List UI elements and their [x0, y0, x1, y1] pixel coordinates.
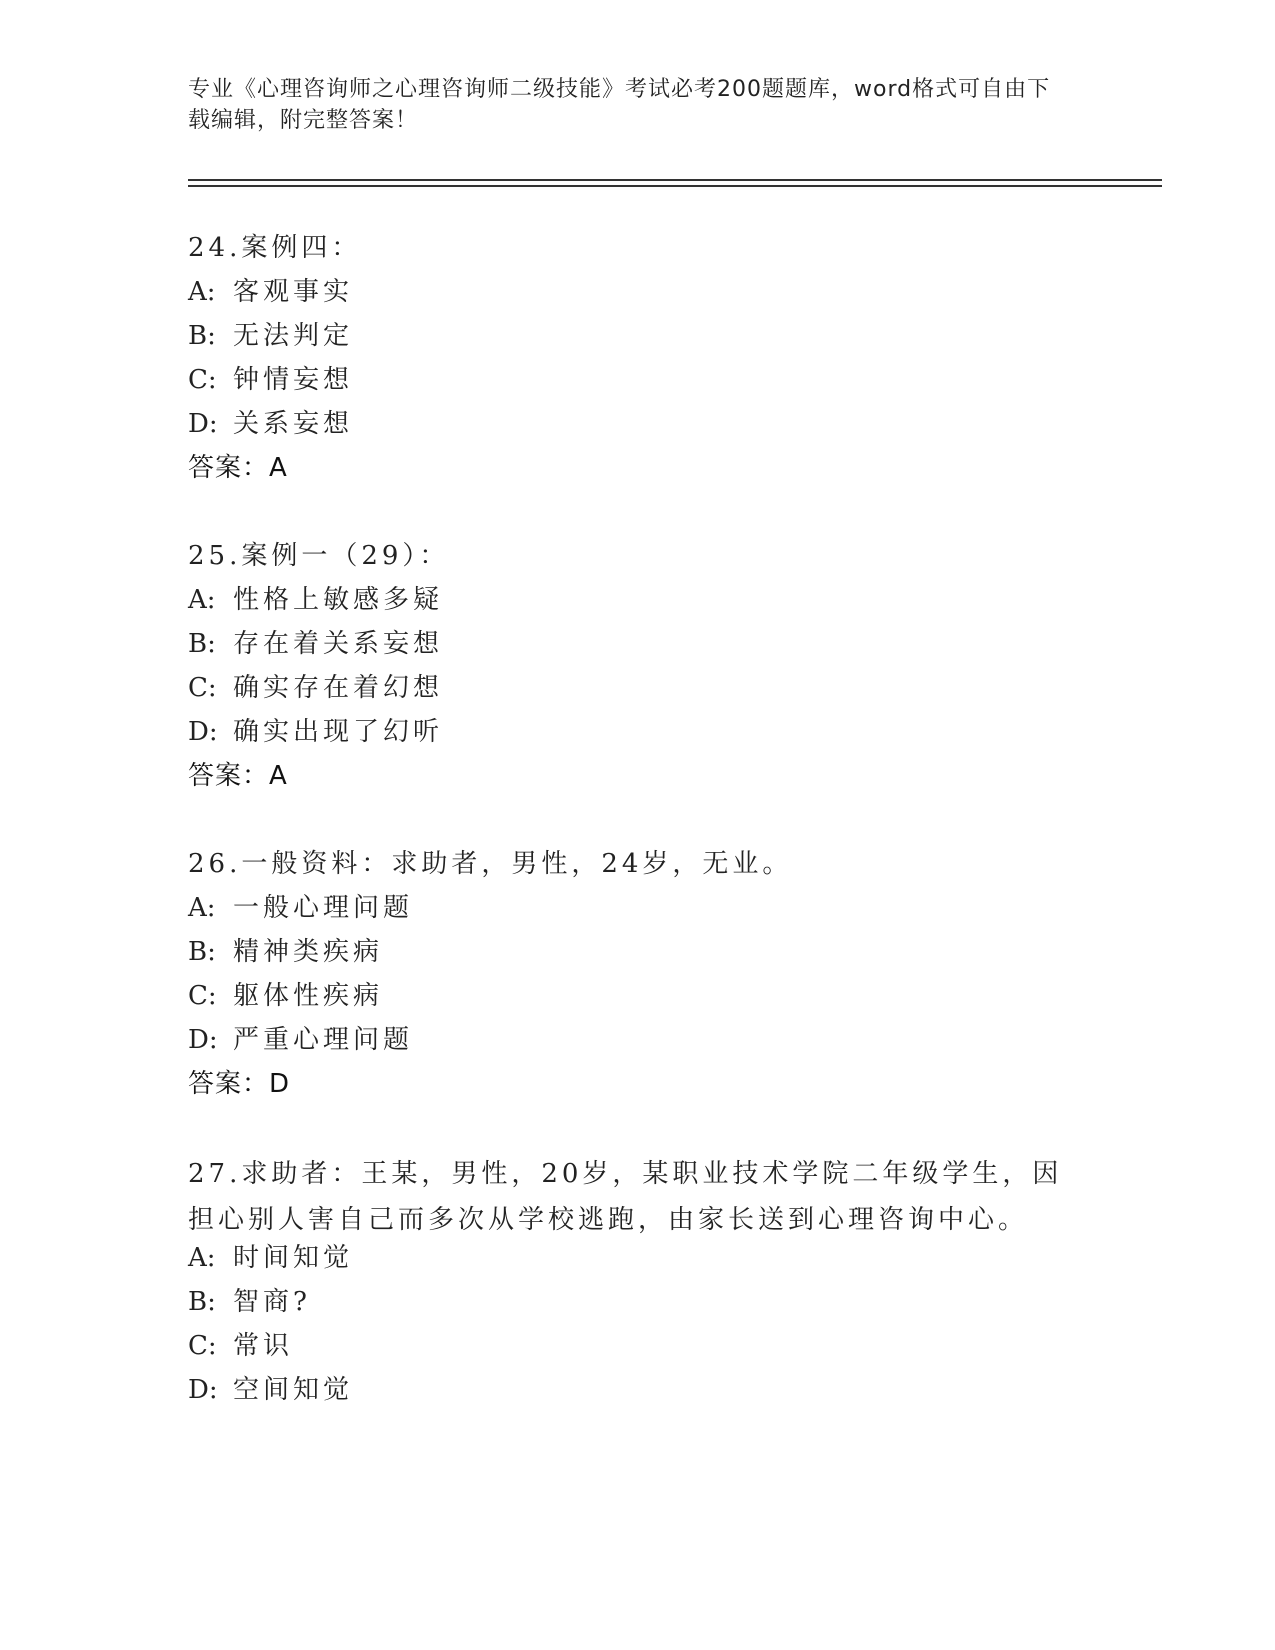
- header-divider-top: [188, 179, 1162, 181]
- option-text: 精神类疾病: [233, 937, 384, 967]
- option-letter: C:: [188, 673, 217, 703]
- option-letter: D:: [188, 717, 218, 747]
- option-a: [188, 584, 443, 616]
- option-c: [188, 672, 443, 704]
- option-text: 时间知觉: [233, 1243, 354, 1273]
- option-d: [188, 716, 443, 748]
- option-c: [188, 364, 353, 396]
- option-text: 客观事实: [233, 277, 354, 307]
- option-a: [188, 892, 413, 924]
- option-c: [188, 980, 383, 1012]
- question-stem: 24.案例四：: [188, 233, 362, 263]
- option-b: [188, 320, 353, 352]
- option-text: 确实出现了幻听: [233, 717, 444, 747]
- option-text: 空间知觉: [233, 1375, 354, 1405]
- option-text: 严重心理问题: [233, 1025, 414, 1055]
- option-letter: B:: [188, 321, 216, 351]
- answer-line: 答案：D: [188, 1069, 291, 1099]
- option-text: 常识: [233, 1331, 294, 1361]
- option-d: [188, 408, 353, 440]
- option-letter: C:: [188, 981, 217, 1011]
- header-divider-bottom: [188, 185, 1162, 187]
- option-b: [188, 1286, 311, 1318]
- option-text: 关系妄想: [233, 409, 354, 439]
- option-text: 无法判定: [233, 321, 354, 351]
- option-text: 一般心理问题: [233, 893, 414, 923]
- option-letter: A:: [188, 585, 216, 615]
- option-c: [188, 1330, 293, 1362]
- option-b: [188, 936, 383, 968]
- option-text: 确实存在着幻想: [233, 673, 444, 703]
- question-stem: 27.求助者：王某，男性，20岁，某职业技术学院二年级学生，因担心别人害自己而多次从学校逃跑，由家长送到心理咨询中心。: [188, 1159, 1063, 1235]
- option-text: 钟情妄想: [233, 365, 354, 395]
- option-letter: D:: [188, 1025, 218, 1055]
- option-letter: B:: [188, 1287, 216, 1317]
- option-text: 智商?: [233, 1287, 311, 1317]
- option-a: [188, 1242, 353, 1274]
- question-stem: 26.一般资料：求助者，男性，24岁，无业。: [188, 849, 793, 879]
- answer-line: 答案：A: [188, 453, 288, 483]
- option-d: [188, 1374, 353, 1406]
- option-letter: B:: [188, 629, 216, 659]
- option-d: [188, 1024, 413, 1056]
- option-text: 性格上敏感多疑: [233, 585, 444, 615]
- option-text: 存在着关系妄想: [233, 629, 444, 659]
- option-letter: D:: [188, 1375, 218, 1405]
- option-letter: A:: [188, 1243, 216, 1273]
- option-b: [188, 628, 443, 660]
- answer-line: 答案：A: [188, 761, 288, 791]
- option-letter: C:: [188, 1331, 217, 1361]
- option-letter: C:: [188, 365, 217, 395]
- option-a: [188, 276, 353, 308]
- option-letter: D:: [188, 409, 218, 439]
- question-stem: 25.案例一（29）：: [188, 541, 450, 571]
- option-letter: B:: [188, 937, 216, 967]
- option-letter: A:: [188, 277, 216, 307]
- option-letter: A:: [188, 893, 216, 923]
- option-text: 躯体性疾病: [233, 981, 384, 1011]
- document-header: 专业《心理咨询师之心理咨询师二级技能》考试必考200题题库，word格式可自由下载编辑，附完整答案！: [188, 77, 1051, 133]
